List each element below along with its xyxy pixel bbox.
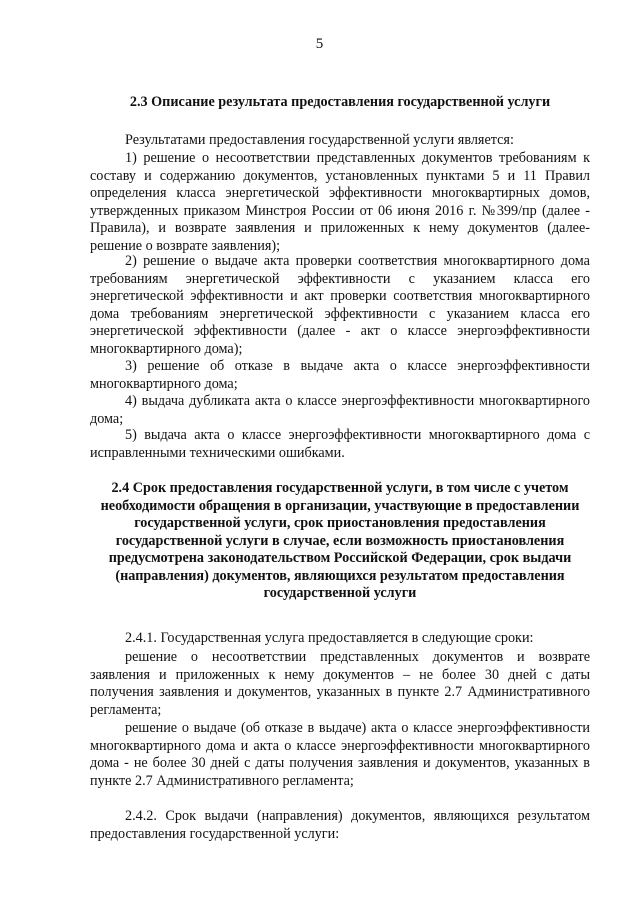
section-2-4-heading: 2.4 Срок предоставления государственной услуги, в том числе с учетом необходимости обращения в организации, участвующие в предоставлении государственной услуги, срок приостановления предоставления государственной услуги в случае, если возможность приостановления предусмотрена законодательством Российской Федерации, срок выдачи (направления) документов, являющихся результатом предоставления государственной услуги: [100, 480, 580, 601]
term-return-paragraph: решение о несоответствии представленных документов и возврате заявления и приложенных к нему документов – не более 30 дней с даты получения заявления и документов, указанных в пункте 2.7 Административного регламента;: [90, 649, 590, 718]
result-item-1: 1) решение о несоответствии представленных документов требованиям к составу и содержанию документов, установленных пунктами 5 и 11 Правил определения класса энергетической эффективности многоквартирных домов, утвержденных приказом Минстроя России от 06 июня 2016 г. №399/пр (далее - Правила), и возврате заявления и приложенных к нему документов (далее-решение о возврате заявления);: [90, 150, 590, 254]
result-item-5: 5) выдача акта о классе энергоэффективности многоквартирного дома с исправленными техническими ошибками.: [90, 427, 590, 461]
section-2-4-2-paragraph: 2.4.2. Срок выдачи (направления) документов, являющихся результатом предоставления государственной услуги:: [90, 808, 590, 842]
section-2-3-intro: Результатами предоставления государственной услуги является:: [125, 132, 514, 148]
result-item-2: 2) решение о выдаче акта проверки соответствия многоквартирного дома требованиям энергетической эффективности с указанием класса его энергетической эффективности и акт проверки соответствия многоквартирного дома требованиям энергетической эффективности с указанием класса его энергетической эффективности (далее - акт о классе энергоэффективности многоквартирного дома);: [90, 253, 590, 357]
result-item-3: 3) решение об отказе в выдаче акта о классе энергоэффективности многоквартирного дома;: [90, 358, 590, 392]
section-2-3-heading: 2.3 Описание результата предоставления государственной услуги: [129, 94, 551, 110]
term-decision-paragraph: решение о выдаче (об отказе в выдаче) акта о классе энергоэффективности многоквартирного дома и акта о классе энергоэффективности многоквартирного дома - не более 30 дней с даты получения заявления и документов, указанных в пункте 2.7 Административного регламента;: [90, 720, 590, 789]
section-2-4-1-paragraph: 2.4.1. Государственная услуга предоставляется в следующие сроки:: [125, 630, 534, 646]
page-number: 5: [315, 36, 324, 52]
result-item-4: 4) выдача дубликата акта о классе энергоэффективности многоквартирного дома;: [90, 393, 590, 427]
